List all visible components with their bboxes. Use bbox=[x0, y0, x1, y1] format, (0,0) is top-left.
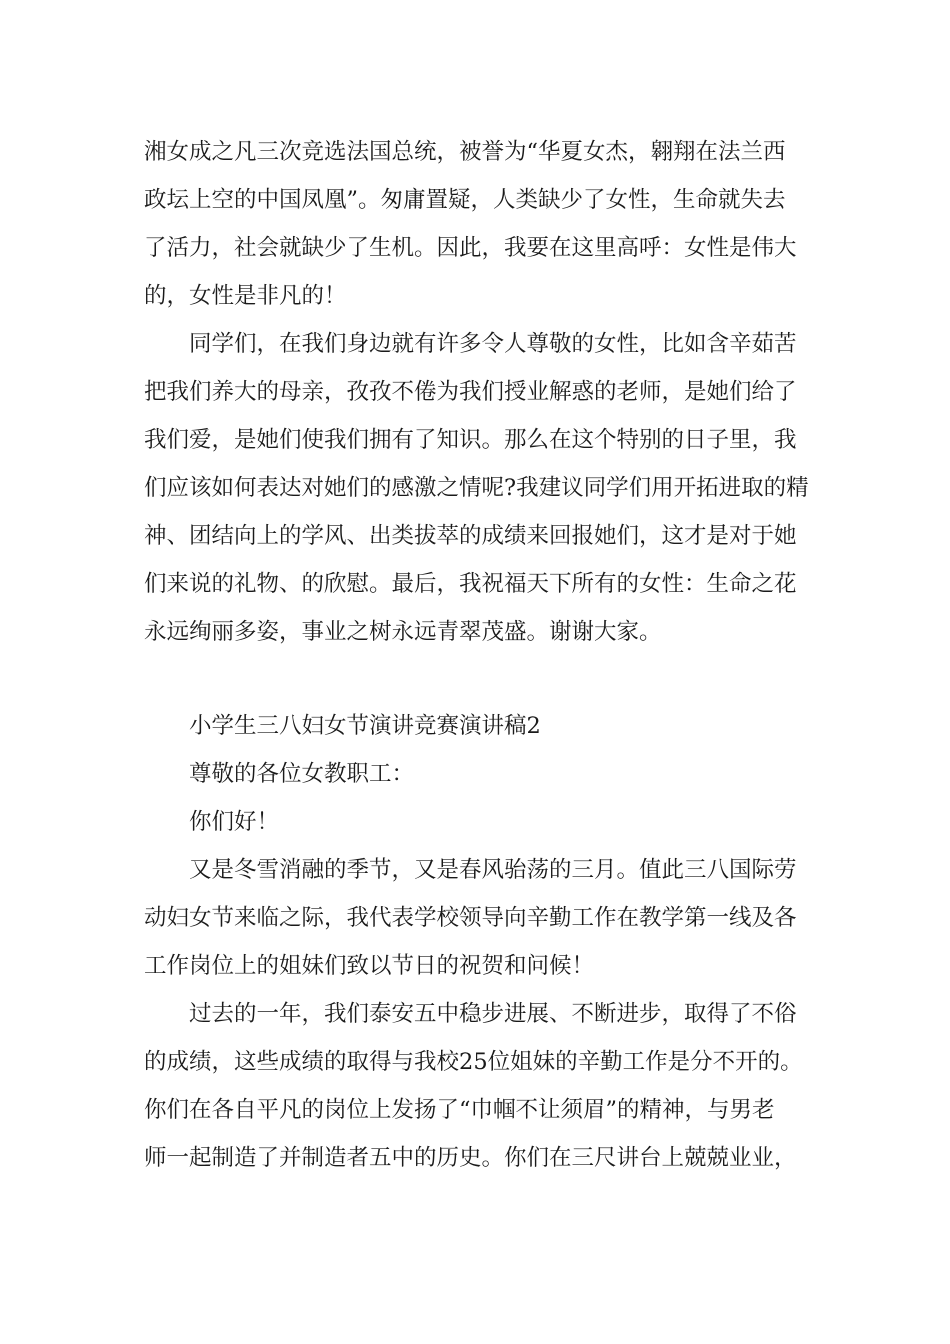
text-line: 湘女成之凡三次竞选法国总统，被誉为“华夏女杰，翱翔在法兰西 bbox=[144, 139, 786, 165]
text-line: 的成绩，这些成绩的取得与我校25位姐妹的辛勤工作是分不开的。 bbox=[144, 1049, 803, 1075]
section-spacer bbox=[144, 656, 806, 702]
text-line: 工作岗位上的姐妹们致以节日的祝贺和问候！ bbox=[144, 953, 595, 979]
text-line: 我们爱，是她们使我们拥有了知识。那么在这个特别的日子里，我 bbox=[144, 427, 797, 453]
paragraph bbox=[144, 320, 809, 656]
text-line: 神、团结向上的学风、出类拔萃的成绩来回报她们，这才是对于她 bbox=[144, 523, 797, 549]
text-line: 动妇女节来临之际，我代表学校领导向辛勤工作在教学第一线及各 bbox=[144, 905, 797, 931]
text-line: 师一起制造了并制造者五中的历史。你们在三尺讲台上兢兢业业， bbox=[144, 1145, 797, 1171]
text-line: 的，女性是非凡的！ bbox=[144, 283, 347, 309]
salutation: 尊敬的各位女教职工： bbox=[189, 761, 415, 787]
text-line: 同学们，在我们身边就有许多令人尊敬的女性，比如含辛茹苦 bbox=[189, 331, 797, 357]
greeting: 你们好！ bbox=[189, 809, 280, 835]
text-line: 们来说的礼物、的欣慰。最后，我祝福天下所有的女性：生命之花 bbox=[144, 571, 797, 597]
document-body bbox=[144, 128, 809, 1182]
text-line: 们应该如何表达对她们的感激之情呢?我建议同学们用开拓进取的精 bbox=[144, 475, 809, 501]
text-line: 过去的一年，我们泰安五中稳步进展、不断进步，取得了不俗 bbox=[189, 1001, 797, 1027]
text-line: 永远绚丽多姿，事业之树永远青翠茂盛。谢谢大家。 bbox=[144, 619, 662, 645]
text-line: 你们在各自平凡的岗位上发扬了“巾帼不让须眉”的精神，与男老 bbox=[144, 1097, 775, 1123]
paragraph bbox=[144, 128, 806, 320]
section-title: 小学生三八妇女节演讲竞赛演讲稿2 bbox=[189, 713, 541, 739]
text-line: 又是冬雪消融的季节，又是春风骀荡的三月。值此三八国际劳 bbox=[189, 857, 797, 883]
text-line: 政坛上空的中国凤凰”。匆庸置疑，人类缺少了女性，生命就失去 bbox=[144, 187, 786, 213]
paragraph bbox=[144, 846, 806, 990]
paragraph bbox=[144, 990, 806, 1182]
text-line: 把我们养大的母亲，孜孜不倦为我们授业解惑的老师，是她们给了 bbox=[144, 379, 797, 405]
text-line: 了活力，社会就缺少了生机。因此，我要在这里高呼：女性是伟大 bbox=[144, 235, 797, 261]
